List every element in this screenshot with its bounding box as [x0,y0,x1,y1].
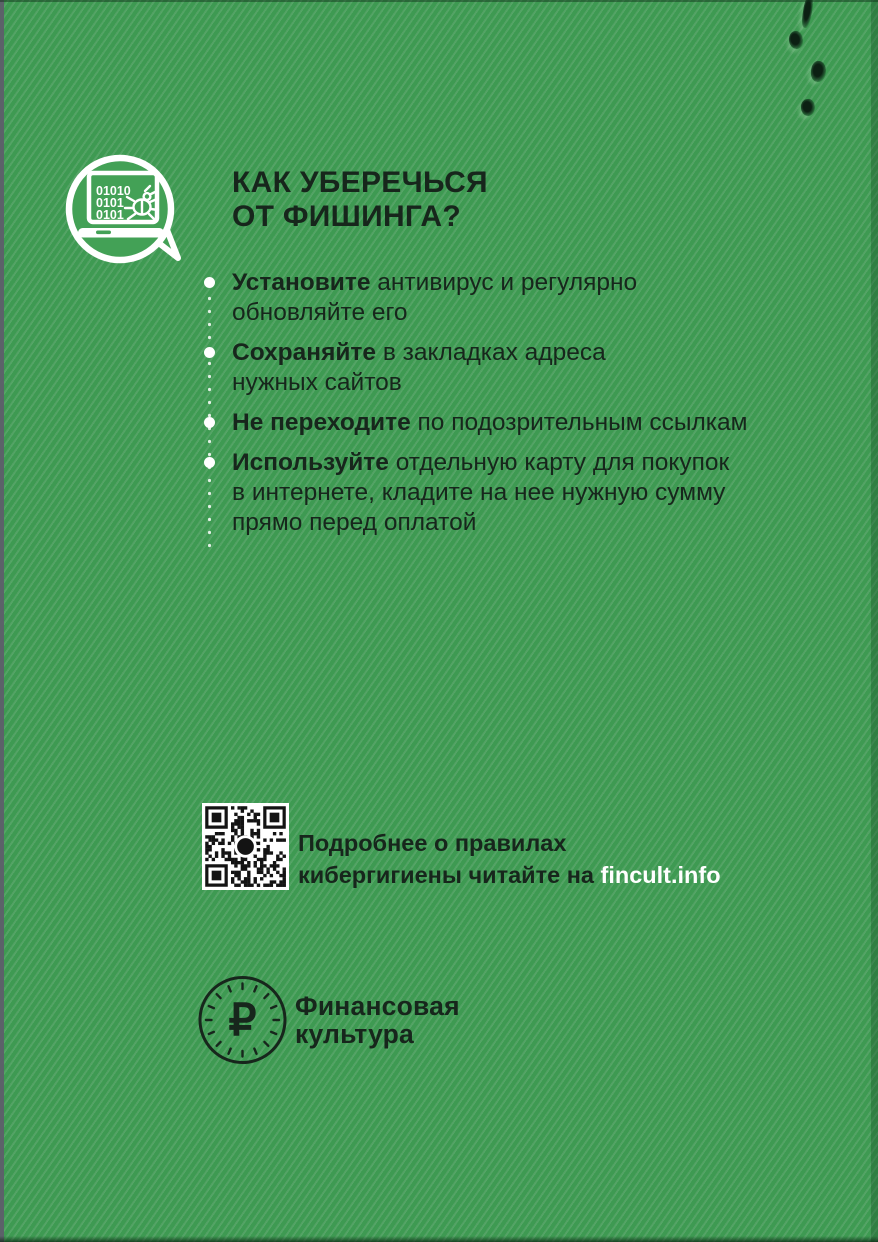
tip-lead: Используйте [232,449,389,476]
phishing-logo [58,148,194,270]
tip-text: антивирус и регулярно [370,269,638,296]
qr-code [202,803,289,890]
binary-line-1: 01010 [96,184,131,198]
tip-item-bookmarks [232,338,852,398]
brand-name [295,992,460,1048]
tip-text: по подозрительным ссылкам [410,409,748,436]
tip-text-line2: нужных сайтов [232,369,402,396]
tip-item-links [232,408,852,438]
page-edge-top [0,0,878,2]
fincult-link: fincult.info [600,862,721,888]
scan-artifact [801,0,815,29]
ruble-coin-icon [196,974,289,1067]
qr-center-logo [237,838,254,855]
qr-caption-prefix: кибергигиены читайте на [298,862,601,888]
tip-lead: Установите [232,269,371,296]
ruble-coin-logo [196,974,289,1067]
tip-lead: Сохраняйте [232,339,377,366]
page-edge-bottom [0,1236,878,1242]
tip-item-separate-card [232,448,852,538]
scan-artifact [810,60,828,83]
title-line-1: КАК УБЕРЕЧЬСЯ [232,166,488,199]
binary-line-2: 0101 [96,196,124,210]
qr-code-icon [202,803,289,890]
tip-text-line2: в интернете, кладите на нее нужную сумму [232,479,726,506]
ruble-symbol: ₽ [228,996,257,1045]
page-edge-left [0,0,4,1242]
scan-artifact [787,30,804,51]
speech-bubble-icon [58,148,194,270]
qr-caption-line2 [298,859,738,891]
tip-text-line2: обновляйте его [232,299,408,326]
tip-item-antivirus [232,268,852,328]
page-edge-right [871,0,878,1242]
tip-text: в закладках адреса [376,339,606,366]
title-line-2: ОТ ФИШИНГА? [232,200,461,233]
scan-artifact [800,98,816,116]
binary-line-3: 0101 [96,208,124,222]
brand-line-1: Финансовая [295,991,460,1021]
qr-caption-line1: Подробнее о правилах [298,830,567,856]
page-title [232,166,488,234]
tip-text: отдельную карту для покупок [388,449,730,476]
brand-line-2: культура [295,1019,414,1049]
qr-caption [298,827,738,891]
tip-text-line3: прямо перед оплатой [232,509,477,536]
tips-list [232,268,852,548]
tip-lead: Не переходите [232,409,411,436]
